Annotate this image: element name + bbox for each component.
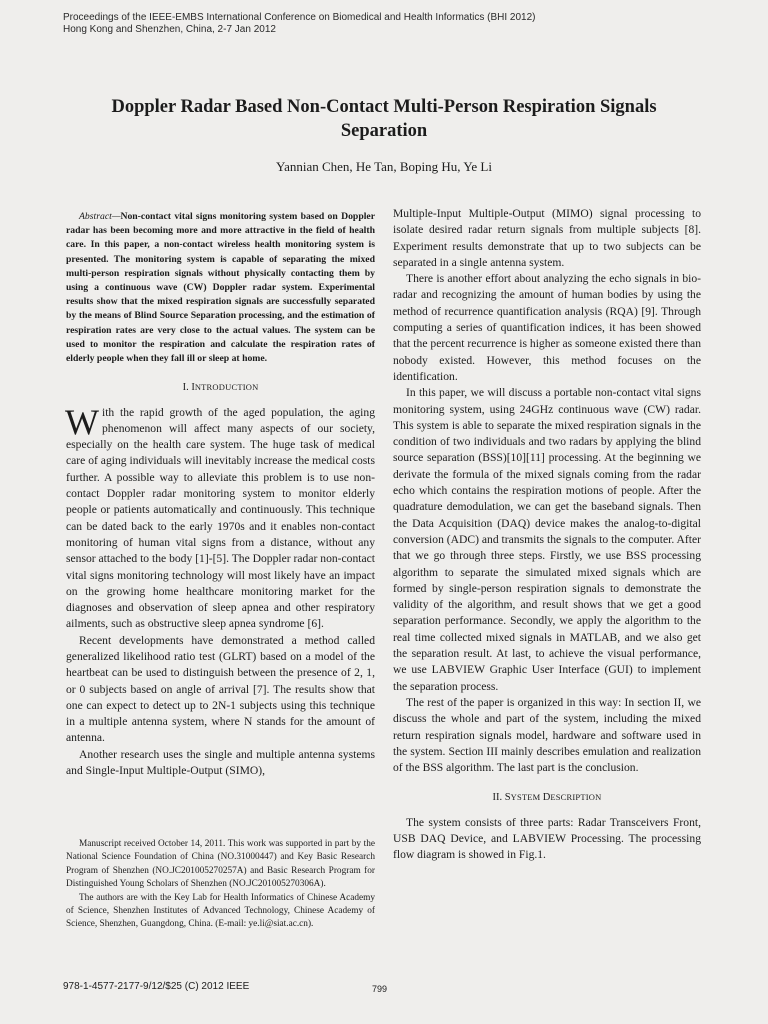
section-title-initial: I — [191, 382, 195, 394]
paper-title-line1: Doppler Radar Based Non-Contact Multi-Person Respiration Signals — [111, 97, 657, 117]
system-paragraph-1: The system consists of three parts: Radar Transceivers Front, USB DAQ Device, and LABVIEW Processing. The processing flow diagram is showed in Fig.1. — [393, 815, 701, 862]
page-number: 799 — [372, 984, 388, 994]
right-paragraph-4: The rest of the paper is organized in this way: In section II, we discuss the whole and part of the system, including the mixed return respiration signals model, hardware and software used in the system. Section III mainly describes emulation and realization of the BSS algorithm. The last part is the conclusion. — [393, 695, 701, 775]
left-column — [66, 210, 375, 779]
conference-header — [63, 12, 535, 36]
right-column — [393, 206, 701, 864]
paper-title — [40, 95, 728, 143]
section-title-initial: S — [504, 792, 511, 804]
intro-paragraph-3: Another research uses the single and multiple antenna systems and Single-Input Multiple-Output (SIMO), — [66, 747, 375, 778]
author-list: Yannian Chen, He Tan, Boping Hu, Ye Li — [275, 159, 492, 174]
section-heading-introduction — [66, 379, 375, 396]
conference-header-line1: Proceedings of the IEEE-EMBS International Conference on Biomedical and Health Informatics (BHI 2012) — [63, 12, 536, 23]
section-number: I. — [182, 382, 189, 394]
abstract-text: Non-contact vital signs monitoring system based on Doppler radar has been becoming more and more attractive in the field of health care. In this paper, a non-contact wireless health monitoring system is presented. The monitoring system is capable of separating the mixed multi-person respiration signals without physically contacting them by using a continuous wave (CW) Doppler radar system. Experimental results show that the mixed respiration signals are successfully separated by the means of Blind Source Separation processing, and the estimation of respiration rates are very close to the actual values. The system can be used to monitor the respiration and calculate the respiration rates of elderly people when they fall ill or sleep at home. — [66, 211, 375, 365]
intro-paragraph-1-text: ith the rapid growth of the aged population, the aging phenomenon will affect many aspects of our society, especially on the health care system. The huge task of medical care of aging individuals will inevitably increase the medical costs further. A possible way to alleviate this problem is to use non-contact Doppler radar monitoring system to monitor elderly people or patients automatically and continuously. This technique can be dated back to the early 1970s and it enables non-contact monitoring of human vital signs from a distance, without any sensor attached to the body [1]-[5]. The Doppler radar non-contact vital signs monitoring technology will most likely have an impact on the growing home healthcare monitoring market for the diagnoses and observation of sleep apnea and other respiratory ailments, such as obstructive sleep apnea syndrome [6]. — [66, 405, 375, 631]
footnote-paragraph-2: The authors are with the Key Lab for Health Informatics of Chinese Academy of Science, Shenzhen Institutes of Advanced Technology, Chinese Academy of Science, Shenzhen, Guangdong, China. (E-mail: ye.li@siat.ac.cn). — [66, 892, 375, 930]
section-title-rest: YSTEM — [510, 792, 543, 803]
section-number: II. — [492, 792, 503, 804]
drop-cap: W — [65, 401, 99, 442]
footnote — [66, 838, 375, 932]
right-paragraph-1: Multiple-Input Multiple-Output (MIMO) signal processing to isolate desired radar return signals from multiple subjects [8]. Experiment results demonstrate that up to two subjects can be separated in a single antenna system. — [393, 207, 701, 269]
right-paragraph-2: There is another effort about analyzing the echo signals in bio-radar and recognizing the amount of human bodies by using the method of recurrence quantification analysis (RQA) [9]. Through computing a series of quantification indices, it has been showed that the percent recurrence is higher as someone existed there than nobody existed. However, this method focuses on the identification. — [393, 272, 701, 383]
abstract-label: Abstract— — [79, 211, 121, 222]
abstract — [66, 210, 375, 366]
section-title-initial-2: D — [542, 792, 551, 804]
conference-header-line2: Hong Kong and Shenzhen, China, 2-7 Jan 2012 — [63, 24, 276, 35]
paper-title-line2: Separation — [340, 121, 428, 141]
right-paragraph-3: In this paper, we will discuss a portable non-contact vital signs monitoring system, using 24GHz continuous wave (CW) radar. This system is able to separate the mixed respiration signals in the condition of two individuals and two radars by applying the blind source separation (BSS)[10][11] processing. At the beginning we derivate the formula of the mixed signals coming from the radar echo which contains the respiration motions of people. After the quadrature demodulation, we can get the baseband signals. Then the Data Acquisition (DAQ) device makes the analog-to-digital conversion (ADC) and transmits the signals to the computer. After that we go through three steps. Firstly, we use BSS processing algorithm to separate the simulated mixed signals which are formed by single-person respiration signals to demonstrate the validity of the algorithm, and result shows that we get a good separation performance. Secondly, we apply the algorithm to the real time collected mixed signals in MATLAB, and we also get the separation result. At last, to achieve the visual performance, we use LABVIEW Graphic User Interface (GUI) to implement the separation process. — [393, 386, 701, 693]
isbn-copyright: 978-1-4577-2177-9/12/$25 (C) 2012 IEEE — [63, 981, 250, 992]
section-title-rest: NTRODUCTION — [194, 382, 259, 393]
intro-paragraph-1 — [65, 401, 375, 633]
footnote-paragraph-1: Manuscript received October 14, 2011. This work was supported in part by the National Science Foundation of China (NO.31000447) and Key Basic Research Program of Shenzhen (NO.JC201005270257A) and Basic Research Program for Distinguished Young Scholars of Shenzhen (NO.JC201005270306A). — [66, 839, 375, 890]
section-title-rest-2: ESCRIPTION — [550, 792, 602, 803]
intro-paragraph-2: Recent developments have demonstrated a method called generalized likelihood ratio test (GLRT) based on a model of the heartbeat can be used to distinguish between the presence of 2, 1, or 0 subjects based on angle of arrival [7]. The results show that one can expect to detect up to 2N-1 subjects using this technique in a multiple antenna system, where N stands for the amount of antenna. — [66, 633, 375, 745]
section-heading-system-description — [393, 789, 701, 806]
